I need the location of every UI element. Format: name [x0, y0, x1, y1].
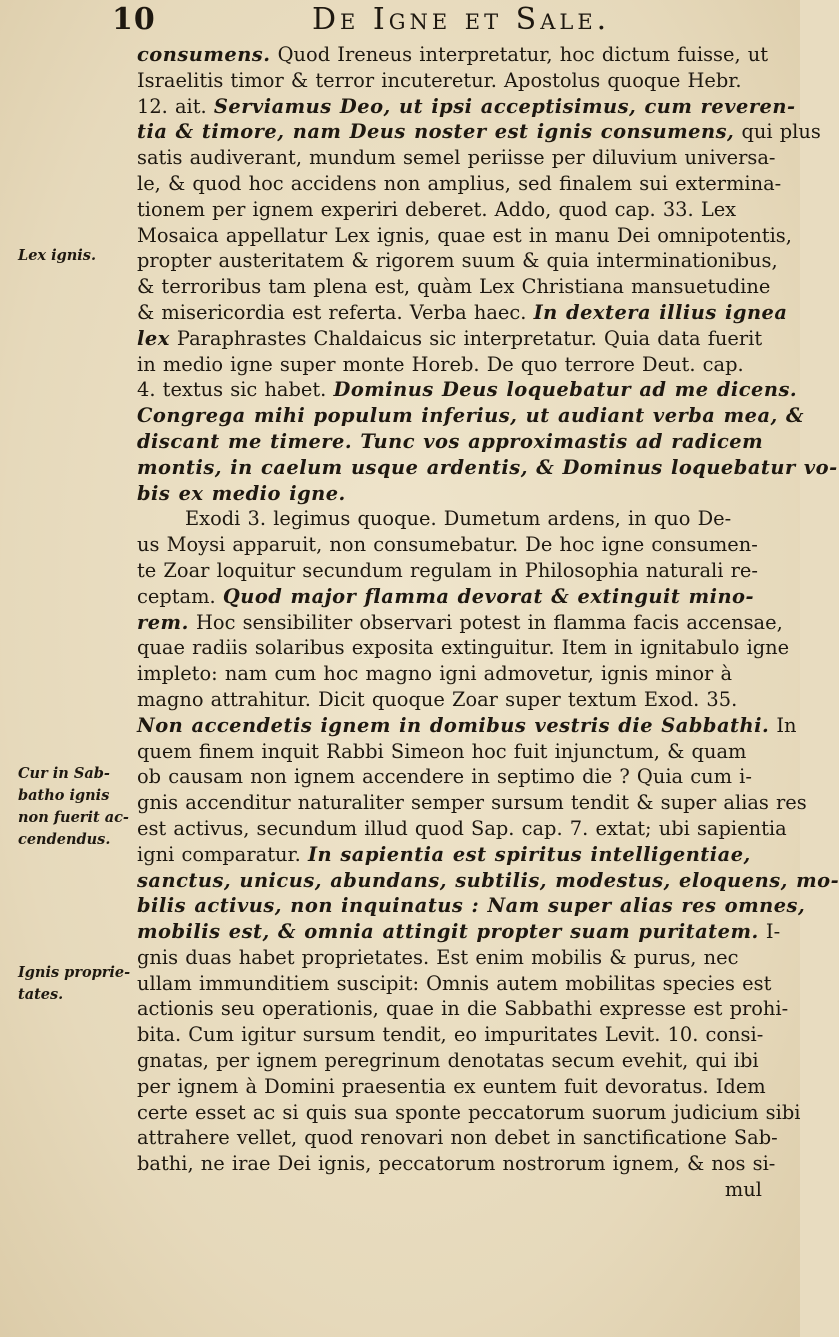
text-line	[137, 403, 805, 429]
text-run: & misericordia est referta. Verba haec.	[137, 300, 534, 324]
text-line	[137, 429, 762, 455]
text-line	[137, 1022, 762, 1048]
text-line	[137, 68, 762, 94]
italic-quote: Non accendetis ignem in domibus vestris die Sabbathi.	[137, 713, 770, 737]
text-run: ob causam non ignem accendere in septimo die ? Quia cum i-	[137, 765, 752, 789]
margin-note: tates.	[18, 986, 64, 1003]
text-line	[137, 197, 762, 223]
text-line	[137, 481, 762, 507]
text-run: propter austeritatem & rigorem suum & quia interminationibus,	[137, 249, 778, 273]
text-run: Exodi 3. legimus quoque. Dumetum ardens, in quo De-	[185, 507, 732, 531]
text-run: quae radiis solaribus exposita extinguitur. Item in ignitabulo igne	[137, 636, 790, 660]
text-run: gnatas, per ignem peregrinum denotatas secum evehit, qui ibi	[137, 1049, 759, 1073]
margin-notes	[0, 0, 135, 1337]
text-run: I-	[758, 920, 781, 944]
margin-note: Lex ignis.	[18, 247, 97, 264]
text-line	[137, 739, 762, 765]
text-run: le, & quod hoc accidens non amplius, sed finalem sui extermina-	[137, 171, 782, 195]
italic-quote: In dextera illius ignea	[533, 300, 788, 324]
italic-quote: bilis activus, non inquinatus : Nam super alias res omnes,	[137, 894, 806, 918]
text-line	[137, 1048, 762, 1074]
text-run: in medio igne super monte Horeb. De quo terrore Deut. cap.	[137, 352, 744, 376]
text-line	[137, 248, 778, 274]
text-line	[137, 145, 776, 171]
text-run: ceptam.	[137, 584, 223, 608]
text-line	[137, 352, 762, 378]
italic-quote: sanctus, unicus, abundans, subtilis, modestus, eloquens, mo-	[137, 868, 839, 892]
text-line	[137, 816, 787, 842]
text-line	[137, 661, 762, 687]
text-run: mul	[724, 1178, 762, 1202]
text-run: In	[769, 713, 797, 737]
text-line	[137, 1177, 762, 1203]
italic-quote: Serviamus Deo, ut ipsi acceptisimus, cum reveren-	[213, 94, 796, 118]
text-run: gnis duas habet proprietates. Est enim mobilis & purus, nec	[137, 945, 739, 969]
text-run: igni comparatur.	[137, 842, 308, 866]
italic-quote: lex	[137, 326, 170, 350]
text-line	[137, 868, 839, 894]
text-line	[137, 790, 807, 816]
text-run: & terroribus tam plena est, quàm Lex Christiana mansuetudine	[137, 275, 771, 299]
text-line	[137, 42, 769, 68]
text-line	[137, 764, 762, 790]
text-run: ullam immunditiem suscipit: Omnis autem mobilitas species est	[137, 971, 772, 995]
text-run: satis audiverant, mundum semel periisse per diluvium universa-	[137, 146, 776, 170]
text-line	[137, 94, 796, 120]
text-line	[137, 687, 762, 713]
italic-quote: montis, in caelum usque ardentis, & Dominus loquebatur vo-	[137, 455, 838, 479]
text-line	[137, 610, 783, 636]
text-line	[137, 893, 806, 919]
text-run: Quod Ireneus interpretatur, hoc dictum fuisse, ut	[270, 43, 769, 66]
text-line	[137, 171, 782, 197]
text-line	[137, 713, 797, 739]
italic-quote: discant me timere. Tunc vos approximastis ad radicem	[137, 429, 764, 453]
text-line	[137, 300, 788, 326]
text-run: magno attrahitur. Dicit quoque Zoar super textum Exod. 35.	[137, 687, 738, 711]
italic-quote: bis ex medio igne.	[137, 481, 346, 505]
text-line	[137, 1125, 778, 1151]
margin-note: cendendus.	[18, 831, 111, 848]
text-run: Hoc sensibiliter observari potest in flamma facis accensae,	[188, 610, 783, 634]
text-run: impleto: nam cum hoc magno igni admovetur, ignis minor à	[137, 662, 733, 686]
text-line	[137, 223, 792, 249]
text-line	[137, 455, 838, 481]
text-line	[137, 635, 790, 661]
margin-note: Ignis proprie-	[18, 964, 131, 981]
text-run: 12. ait.	[137, 94, 214, 118]
text-line	[137, 1100, 801, 1126]
body-text	[137, 42, 839, 1203]
text-run: 4. textus sic habet.	[137, 378, 334, 402]
italic-quote: consumens.	[137, 43, 271, 66]
text-run: certe esset ac si quis sua sponte peccatorum suorum judicium sibi	[137, 1100, 801, 1124]
text-run: est activus, secundum illud quod Sap. cap. 7. extat; ubi sapientia	[137, 816, 787, 840]
text-run: te Zoar loquitur secundum regulam in Philosophia naturali re-	[137, 558, 758, 582]
text-line	[137, 506, 762, 532]
text-run: Paraphrastes Chaldaicus sic interpretatur. Quia data fuerit	[169, 326, 763, 350]
text-line	[137, 558, 762, 584]
margin-note: batho ignis	[18, 787, 110, 804]
text-line	[137, 274, 771, 300]
text-run: quem finem inquit Rabbi Simeon hoc fuit injunctum, & quam	[137, 739, 747, 763]
text-run: actionis seu operationis, quae in die Sabbathi expresse est prohi-	[137, 997, 789, 1021]
text-run: bita. Cum igitur sursum tendit, eo impuritates Levit. 10. consi-	[137, 1023, 764, 1047]
text-line	[137, 1151, 776, 1177]
text-line	[137, 1074, 766, 1100]
text-line	[137, 532, 762, 558]
italic-quote: Congrega mihi populum inferius, ut audiant verba mea, &	[137, 404, 805, 428]
text-line	[137, 119, 821, 145]
italic-quote: Dominus Deus loquebatur ad me dicens.	[333, 378, 798, 402]
text-run: per ignem à Domini praesentia ex euntem fuit devoratus. Idem	[137, 1074, 766, 1098]
text-run: tionem per ignem experiri deberet. Addo, quod cap. 33. Lex	[137, 197, 737, 221]
margin-note: non fuerit ac-	[18, 809, 129, 826]
text-run: bathi, ne irae Dei ignis, peccatorum nostrorum ignem, & nos si-	[137, 1152, 776, 1176]
text-line	[137, 945, 762, 971]
text-line	[137, 971, 772, 997]
italic-quote: tia & timore, nam Deus noster est ignis consumens,	[137, 120, 735, 144]
margin-note: Cur in Sab-	[18, 765, 110, 782]
text-run: Israelitis timor & terror incuteretur. Apostolus quoque Hebr.	[137, 68, 742, 92]
text-line	[137, 584, 762, 610]
text-run: attrahere vellet, quod renovari non debet in sanctificatione Sab-	[137, 1126, 778, 1150]
text-run: gnis accenditur naturaliter semper sursum tendit & super alias res	[137, 791, 807, 815]
italic-quote: Quod major flamma devorat & extinguit mino-	[222, 584, 755, 608]
italic-quote: In sapientia est spiritus intelligentiae,	[307, 842, 751, 866]
text-line	[137, 996, 789, 1022]
text-run: qui plus	[734, 120, 821, 144]
text-run: Mosaica appellatur Lex ignis, quae est in manu Dei omnipotentis,	[137, 223, 792, 247]
italic-quote: rem.	[137, 610, 189, 634]
text-line	[137, 377, 798, 403]
text-line	[137, 842, 762, 868]
italic-quote: mobilis est, & omnia attingit propter suam puritatem.	[137, 920, 759, 944]
text-line	[137, 326, 762, 352]
running-title: De Igne et Sale.	[312, 2, 611, 37]
text-run: us Moysi apparuit, non consumebatur. De hoc igne consumen-	[137, 533, 758, 557]
page-number: 10	[112, 2, 156, 37]
text-line	[137, 919, 781, 945]
